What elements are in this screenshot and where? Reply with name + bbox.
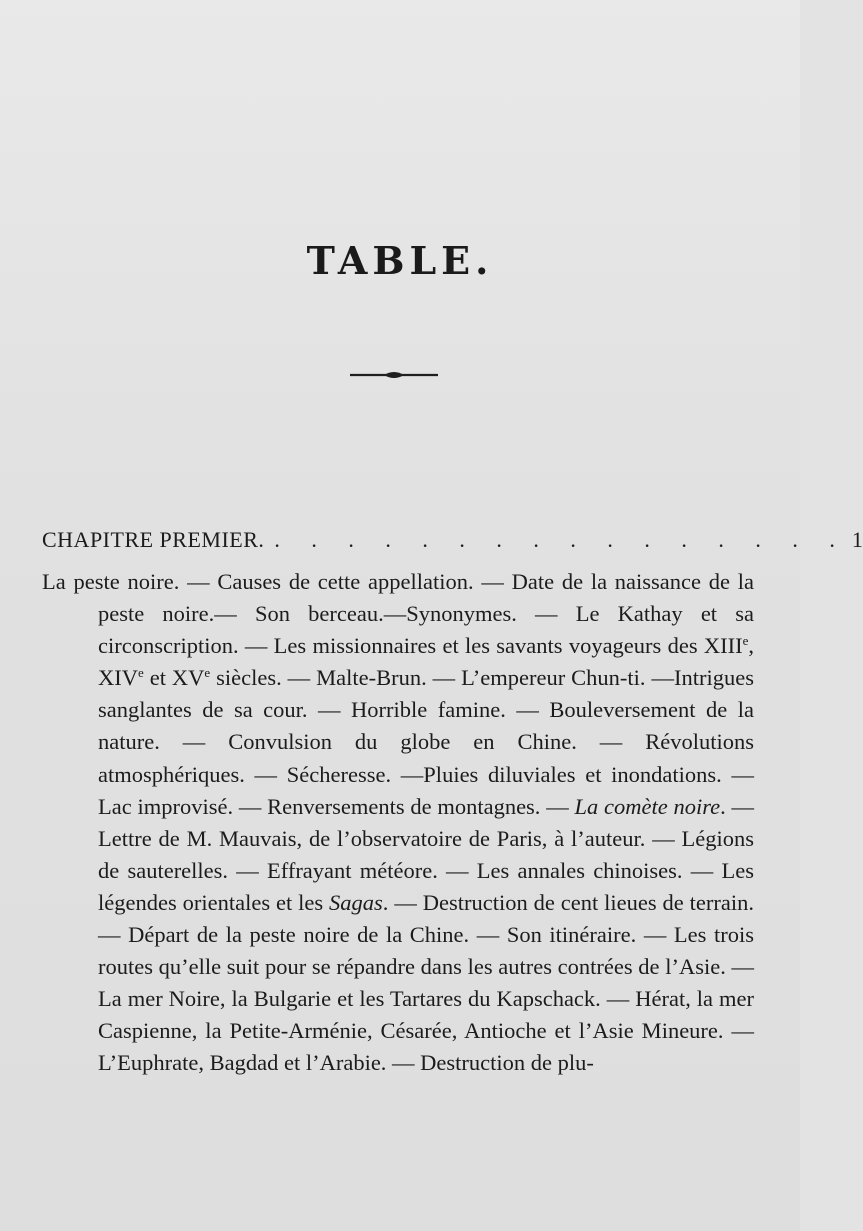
superscript-text: e	[742, 633, 749, 649]
summary-text-run: , XIV	[98, 633, 754, 691]
summary-text-run: . — Destruction de cent lieues de terrain. — Départ de la peste noire de la Chine. — Son itinéraire. — Les trois routes qu’elle suit pour se répandre dans les autres contrées de l’Asie. — La mer Noire, la Bulgarie et les Tartares du Kapschack. — Hérat, la mer Caspienne, la Petite-Arménie, Césarée, Antioche et l’Asie Mineure. — L’Euphrate, Bagdad et l’Arabie. — Destruction de plu-	[98, 889, 754, 1076]
chapter-summary	[42, 566, 754, 1080]
superscript-text: e	[204, 665, 211, 681]
title-ornament-rule	[348, 369, 440, 381]
summary-text-run: siècles. — Malte-Brun. — L’empereur Chun-ti. —Intrigues sanglantes de sa cour. — Horrible famine. — Bouleversement de la nature. — Convulsion du globe en Chine. — Révolutions atmosphériques. — Sécheresse. —Pluies diluviales et inondations. — Lac improvisé. — Renversements de montagnes. —	[98, 665, 754, 819]
summary-text-run: . — Lettre de M. Mauvais, de l’observatoire de Paris, à l’auteur. — Légions de sauterelles. — Effrayant météore. — Les annales chinoises. — Les légendes orientales et les	[98, 793, 754, 915]
dot-leader: . . . . . . . . . . . . . . . .	[274, 527, 848, 552]
italic-text: La comète noire	[574, 793, 721, 819]
show-through-texture	[0, 0, 800, 470]
page-title: TABLE.	[306, 238, 494, 283]
summary-text-run: La peste noire. — Causes de cette appellation. — Date de la naissance de la peste noire.— Son berceau.—Synonymes. — Le Kathay et sa circonscription. — Les missionnaires et les savants voyageurs des XIII	[42, 569, 754, 659]
summary-text-run: et XV	[143, 665, 205, 691]
italic-text: Sagas	[329, 889, 383, 915]
toc-chapter-entry	[42, 524, 863, 556]
superscript-text: e	[138, 665, 144, 681]
chapter-title: CHAPITRE PREMIER.	[42, 527, 265, 552]
chapter-page-number: 1	[851, 527, 863, 552]
